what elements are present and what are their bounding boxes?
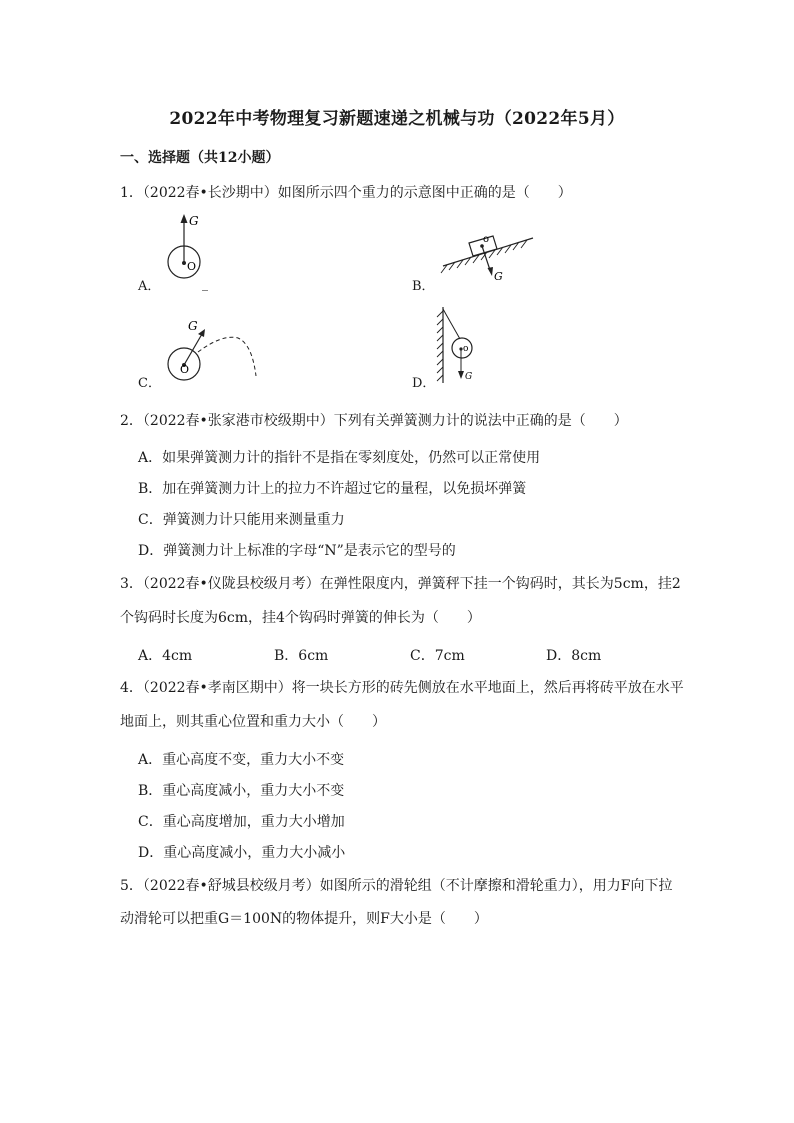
svg-text:O: O: [187, 260, 197, 273]
question-3-option-c: C．7cm: [410, 648, 465, 664]
section-heading: 一、选择题（共12小题）: [120, 150, 280, 166]
question-2-stem: 2．（2022春•张家港市校级期中）下列有关弹簧测力计的说法中正确的是（ ）: [120, 413, 628, 429]
figure-1c-thrown-ball: [160, 318, 270, 388]
svg-text:G: G: [188, 319, 198, 333]
figure-1a-ball-up-force: [160, 210, 240, 300]
question-4-stem-line2: 地面上，则其重心位置和重力大小（ ）: [120, 714, 386, 730]
svg-text:o: o: [463, 344, 469, 354]
question-2-option-a: A．如果弹簧测力计的指针不是指在零刻度处，仍然可以正常使用: [138, 450, 541, 466]
question-4-option-b: B．重心高度减小，重力大小不变: [138, 783, 345, 799]
figure-1b-block-on-incline: [437, 222, 547, 292]
page-title: 2022年中考物理复习新题速递之机械与功（2022年5月）: [169, 109, 625, 129]
question-3-stem-line1: 3．（2022春•仪陇县校级月考）在弹性限度内，弹簧秤下挂一个钩码时，其长为5cm，挂2: [120, 576, 681, 592]
question-2-option-c: C．弹簧测力计只能用来测量重力: [138, 512, 345, 528]
svg-text:G: G: [494, 270, 503, 283]
question-4-option-d: D．重心高度减小，重力大小减小: [138, 845, 346, 861]
svg-text:G: G: [189, 214, 199, 228]
question-2-option-d: D．弹簧测力计上标准的字母“N”是表示它的型号的: [138, 543, 456, 559]
question-3-option-a: A．4cm: [138, 648, 193, 664]
question-3-stem-line2: 个钩码时长度为6cm，挂4个钩码时弹簧的伸长为（ ）: [120, 610, 481, 626]
figure-1c-label: C．: [138, 376, 161, 391]
question-5-stem-line2: 动滑轮可以把重G＝100N的物体提升，则F大小是（ ）: [120, 911, 488, 927]
svg-text:_: _: [202, 277, 208, 291]
question-3-option-b: B．6cm: [274, 648, 329, 664]
question-1-stem: 1．（2022春•长沙期中）如图所示四个重力的示意图中正确的是（ ）: [120, 185, 572, 201]
svg-text:G: G: [465, 372, 473, 382]
question-4-option-c: C．重心高度增加，重力大小增加: [138, 814, 345, 830]
svg-text:O: O: [180, 363, 190, 376]
question-2-option-b: B．加在弹簧测力计上的拉力不许超过它的量程，以免损坏弹簧: [138, 481, 527, 497]
question-3-option-d: D．8cm: [546, 648, 602, 664]
figure-1d-label: D．: [412, 376, 436, 391]
figure-1b-label: B．: [412, 279, 435, 294]
question-4-option-a: A．重心高度不变，重力大小不变: [138, 752, 345, 768]
question-5-stem-line1: 5．（2022春•舒城县校级月考）如图所示的滑轮组（不计摩擦和滑轮重力），用力F向下拉: [120, 878, 673, 894]
svg-text:o: o: [483, 234, 490, 245]
figure-1a-label: A．: [138, 279, 161, 294]
figure-1d-hanging-ball: [432, 305, 492, 385]
question-4-stem-line1: 4．（2022春•孝南区期中）将一块长方形的砖先侧放在水平地面上，然后再将砖平放在水平: [120, 680, 684, 696]
